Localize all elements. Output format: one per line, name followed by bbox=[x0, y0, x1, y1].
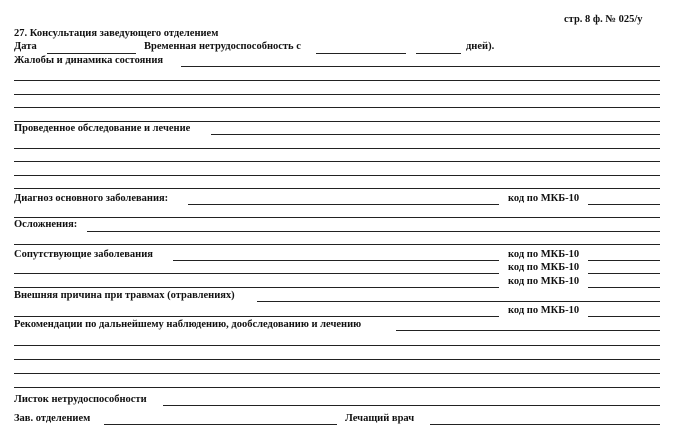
icd-label: код по МКБ-10 bbox=[508, 262, 580, 273]
icd-label: код по МКБ-10 bbox=[508, 305, 580, 316]
date-field[interactable] bbox=[47, 53, 136, 54]
icd-label: код по МКБ-10 bbox=[508, 193, 580, 204]
recommendations-line[interactable] bbox=[14, 359, 660, 360]
recommendations-line[interactable] bbox=[14, 387, 660, 388]
complaints-line[interactable] bbox=[14, 107, 660, 108]
comorbid-icd-field-2[interactable] bbox=[588, 273, 660, 274]
external-cause-line[interactable] bbox=[14, 316, 499, 317]
recommendations-label: Рекомендации по дальнейшему наблюдению, дообследованию и лечению bbox=[14, 319, 362, 330]
recommendations-line[interactable] bbox=[14, 373, 660, 374]
complications-line[interactable] bbox=[14, 244, 660, 245]
external-cause-icd-field[interactable] bbox=[588, 316, 660, 317]
exam-line[interactable] bbox=[14, 148, 660, 149]
sick-leave-label: Листок нетрудоспособности bbox=[14, 394, 147, 405]
comorbid-line[interactable] bbox=[14, 273, 499, 274]
exam-line[interactable] bbox=[14, 175, 660, 176]
recommendations-field[interactable] bbox=[396, 330, 660, 331]
sick-leave-field[interactable] bbox=[163, 405, 660, 406]
main-diagnosis-line[interactable] bbox=[14, 217, 660, 218]
section-title: 27. Консультация заведующего отделением bbox=[14, 28, 219, 39]
page-reference: стр. 8 ф. № 025/у bbox=[564, 14, 643, 25]
comorbid-label: Сопутствующие заболевания bbox=[14, 249, 153, 260]
exam-label: Проведенное обследование и лечение bbox=[14, 123, 191, 134]
complaints-label: Жалобы и динамика состояния bbox=[14, 55, 164, 66]
icd-label: код по МКБ-10 bbox=[508, 276, 580, 287]
complaints-line[interactable] bbox=[14, 80, 660, 81]
main-diagnosis-icd-field[interactable] bbox=[588, 204, 660, 205]
complaints-line[interactable] bbox=[14, 94, 660, 95]
exam-line[interactable] bbox=[14, 188, 660, 189]
attending-doctor-label: Лечащий врач bbox=[345, 413, 415, 424]
head-signature-field[interactable] bbox=[104, 424, 337, 425]
exam-line[interactable] bbox=[14, 161, 660, 162]
recommendations-line[interactable] bbox=[14, 345, 660, 346]
complaints-line[interactable] bbox=[14, 121, 660, 122]
main-diagnosis-field[interactable] bbox=[188, 204, 499, 205]
exam-field[interactable] bbox=[211, 134, 660, 135]
complications-field[interactable] bbox=[87, 231, 660, 232]
complaints-field[interactable] bbox=[181, 66, 660, 67]
main-diagnosis-label: Диагноз основного заболевания: bbox=[14, 193, 169, 204]
disability-start-field[interactable] bbox=[316, 53, 406, 54]
comorbid-icd-field-1[interactable] bbox=[588, 260, 660, 261]
icd-label: код по МКБ-10 bbox=[508, 249, 580, 260]
disability-days-field[interactable] bbox=[416, 53, 461, 54]
external-cause-label: Внешняя причина при травмах (отравлениях) bbox=[14, 290, 235, 301]
head-of-department-label: Зав. отделением bbox=[14, 413, 91, 424]
complications-label: Осложнения: bbox=[14, 219, 78, 230]
external-cause-field[interactable] bbox=[257, 301, 660, 302]
doctor-signature-field[interactable] bbox=[430, 424, 660, 425]
comorbid-line[interactable] bbox=[14, 287, 499, 288]
comorbid-icd-field-3[interactable] bbox=[588, 287, 660, 288]
comorbid-field[interactable] bbox=[173, 260, 499, 261]
temp-disability-label: Временная нетрудоспособность с bbox=[144, 41, 301, 52]
days-suffix: дней). bbox=[466, 41, 495, 52]
date-label: Дата bbox=[14, 41, 37, 52]
